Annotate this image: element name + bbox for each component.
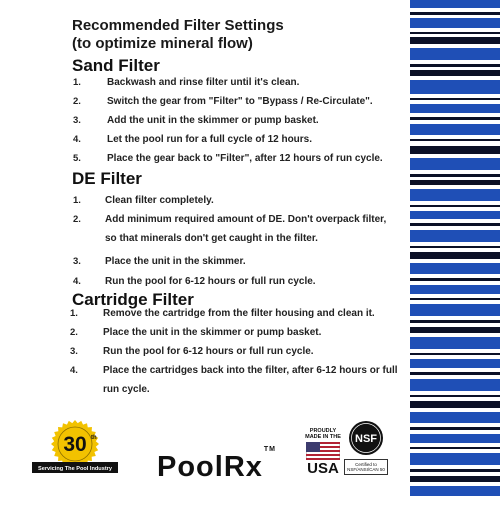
de-step-3-number: 3. [73,256,81,267]
de-step-1-text: Clean filter completely. [105,195,214,206]
stripe-band [410,252,500,259]
cart-step-4-text-line2: run cycle. [103,384,150,395]
stripe-band [410,434,500,443]
stripe-band [410,70,500,76]
sand-step-2-number: 2. [73,96,81,107]
de-step-2-number: 2. [73,214,81,225]
cart-step-3-number: 3. [70,346,78,357]
stripe-band [410,223,500,226]
stripe-band [410,379,500,391]
section-title-sand: Sand Filter [72,56,160,75]
stripe-pattern [410,0,500,500]
sand-step-5-number: 5. [73,153,81,164]
stripe-band [410,359,500,368]
brand-trademark: TM [263,446,277,454]
stripe-band [410,0,500,8]
de-step-1-number: 1. [73,195,81,206]
cart-step-2-number: 2. [70,327,78,338]
stripe-band [410,18,500,28]
stripe-band [410,146,500,154]
stripe-band [410,64,500,67]
anniversary-badge [30,418,120,488]
stripe-band [410,158,500,170]
brand-name: PoolRx [157,451,263,483]
stripe-band [410,205,500,207]
sand-step-5-text: Place the gear back to "Filter", after 12 hours of run cycle. [107,153,383,164]
made-in-usa-badge [300,428,346,476]
stripe-band [410,427,500,430]
decorative-stripes [410,0,500,500]
stripe-band [410,246,500,248]
stripe-band [410,372,500,375]
sand-step-1-number: 1. [73,77,81,88]
stripe-band [410,469,500,472]
cart-step-2-text: Place the unit in the skimmer or pump basket. [103,327,322,338]
nsf-cert-line1: Certified to [355,462,377,467]
stripe-band [410,486,500,496]
stripe-band [410,453,500,465]
stripe-band [410,353,500,355]
stripe-band [410,211,500,219]
stripe-band [410,104,500,113]
stripe-band [410,298,500,300]
cart-step-4-text-line1: Place the cartridges back into the filter, after 6-12 hours or full [103,365,398,376]
badge-number: 30 [63,433,87,456]
de-step-4-text: Run the pool for 6-12 hours or full run cycle. [105,276,316,287]
sand-step-3-text: Add the unit in the skimmer or pump basket. [107,115,319,126]
stripe-band [410,412,500,423]
stripe-band [410,189,500,201]
stripe-band [410,37,500,44]
usa-line2: MADE IN THE [305,434,341,440]
sand-step-2-text: Switch the gear from "Filter" to "Bypass / Re-Circulate". [107,96,373,107]
stripe-band [410,117,500,120]
stripe-band [410,447,500,449]
header-title-line1: Recommended Filter Settings [72,17,284,34]
nsf-cert-box [344,459,388,475]
nsf-cert-line2: NSF/ANSI/CAN 50 [347,467,385,472]
stripe-band [410,180,500,185]
de-step-2-text-line2: so that minerals don't get caught in the filter. [105,233,318,244]
badge-ribbon-text: Servicing The Pool Industry [38,466,112,472]
header-title-line2: (to optimize mineral flow) [72,35,253,52]
stripe-band [410,476,500,482]
stripe-band [410,263,500,274]
stripe-band [410,337,500,349]
section-title-de: DE Filter [72,169,142,188]
sand-step-3-number: 3. [73,115,81,126]
de-step-3-text: Place the unit in the skimmer. [105,256,246,267]
stripe-band [410,278,500,281]
badge-seal-icon [30,418,120,488]
nsf-logo-text: NSF [355,433,377,445]
badge-suffix: th [91,435,97,441]
stripe-band [410,327,500,333]
stripe-band [410,304,500,316]
cart-step-1-text: Remove the cartridge from the filter housing and clean it. [103,308,375,319]
sand-step-4-number: 4. [73,134,81,145]
stripe-band [410,285,500,294]
sand-step-1-text: Backwash and rinse filter until it's clean. [107,77,300,88]
stripe-band [410,12,500,15]
stripe-band [410,320,500,323]
cart-step-3-text: Run the pool for 6-12 hours or full run cycle. [103,346,314,357]
brand-logo [157,446,277,484]
stripe-band [410,139,500,141]
de-step-2-text-line1: Add minimum required amount of DE. Don't overpack filter, [105,214,387,225]
nsf-logo-icon [348,420,384,456]
stripe-band [410,32,500,34]
cart-step-4-number: 4. [70,365,78,376]
stripe-band [410,98,500,100]
cart-step-1-number: 1. [70,308,78,319]
stripe-band [410,174,500,177]
sand-step-4-text: Let the pool run for a full cycle of 12 hours. [107,134,313,145]
stripe-band [410,48,500,60]
stripe-band [410,395,500,397]
nsf-certification [344,420,388,475]
section-title-cartridge: Cartridge Filter [72,290,194,309]
stripe-band [410,401,500,408]
us-flag-icon [306,442,340,460]
de-step-4-number: 4. [73,276,81,287]
stripe-band [410,230,500,242]
stripe-band [410,80,500,94]
stripe-band [410,124,500,135]
usa-word: USA [307,460,339,477]
usa-line1: PROUDLY [309,428,337,434]
